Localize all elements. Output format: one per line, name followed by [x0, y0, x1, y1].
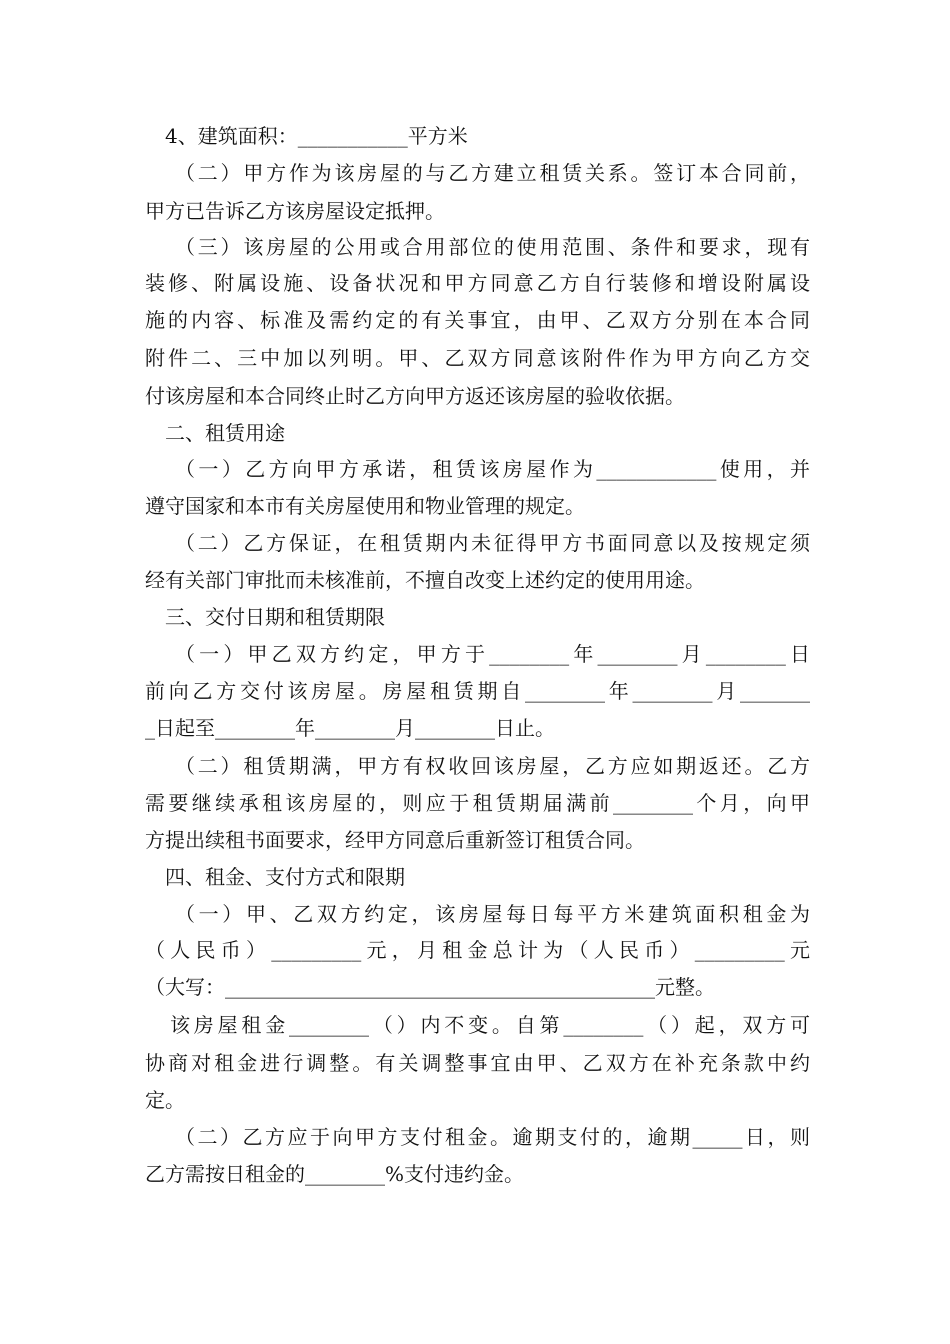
text-line: 乙方需按日租金的________%支付违约金。	[145, 1162, 525, 1186]
text-line: 甲方已告诉乙方该房屋设定抵押。	[145, 199, 445, 223]
text-line: （一）甲、乙双方约定，该房屋每日每平方米建筑面积租金为	[175, 902, 810, 926]
text-line: （二）租赁期满，甲方有权收回该房屋，乙方应如期返还。乙方	[175, 754, 810, 778]
text-line: （二）乙方保证，在租赁期内未征得甲方书面同意以及按规定须	[175, 531, 810, 555]
section-heading: 二、租赁用途	[165, 421, 285, 445]
text-line: 前向乙方交付该房屋。房屋租赁期自________年________月_______	[145, 679, 810, 703]
text-line: （二）乙方应于向甲方支付租金。逾期支付的，逾期_____日，则	[175, 1125, 810, 1149]
text-line: 施的内容、标准及需约定的有关事宜，由甲、乙双方分别在本合同	[145, 308, 810, 332]
text-line: 附件二、三中加以列明。甲、乙双方同意该附件作为甲方向乙方交	[145, 346, 810, 370]
text-line: （一）乙方向甲方承诺，租赁该房屋作为____________使用，并	[175, 457, 810, 481]
section-heading: 四、租金、支付方式和限期	[165, 865, 405, 889]
text-line: 遵守国家和本市有关房屋使用和物业管理的规定。	[145, 494, 585, 518]
text-line: 协商对租金进行调整。有关调整事宜由甲、乙双方在补充条款中约	[145, 1051, 810, 1075]
text-line: 需要继续承租该房屋的，则应于租赁期届满前________个月，向甲	[145, 791, 810, 815]
text-line: 该房屋租金________（）内不变。自第________（）起，双方可	[170, 1013, 810, 1037]
text-line: （大写：___________________________________________元整。	[145, 975, 715, 999]
section-heading: 三、交付日期和租赁期限	[165, 605, 385, 629]
text-line: （一）甲乙双方约定，甲方于________年________月________日	[175, 642, 810, 666]
text-line: _日起至________年________月________日止。	[145, 716, 555, 740]
text-line: 4、建筑面积：___________平方米	[165, 124, 468, 148]
text-line: 经有关部门审批而未核准前，不擅自改变上述约定的使用用途。	[145, 568, 705, 592]
text-line: 定。	[145, 1088, 185, 1112]
text-line: 付该房屋和本合同终止时乙方向甲方返还该房屋的验收依据。	[145, 384, 685, 408]
text-line: 装修、附属设施、设备状况和甲方同意乙方自行装修和增设附属设	[145, 271, 810, 295]
text-line: 方提出续租书面要求，经甲方同意后重新签订租赁合同。	[145, 828, 645, 852]
text-line: （二）甲方作为该房屋的与乙方建立租赁关系。签订本合同前，	[175, 161, 810, 185]
text-line: （三）该房屋的公用或合用部位的使用范围、条件和要求，现有	[175, 235, 810, 259]
text-line: （人民币）_________元，月租金总计为（人民币）_________元	[145, 938, 810, 962]
